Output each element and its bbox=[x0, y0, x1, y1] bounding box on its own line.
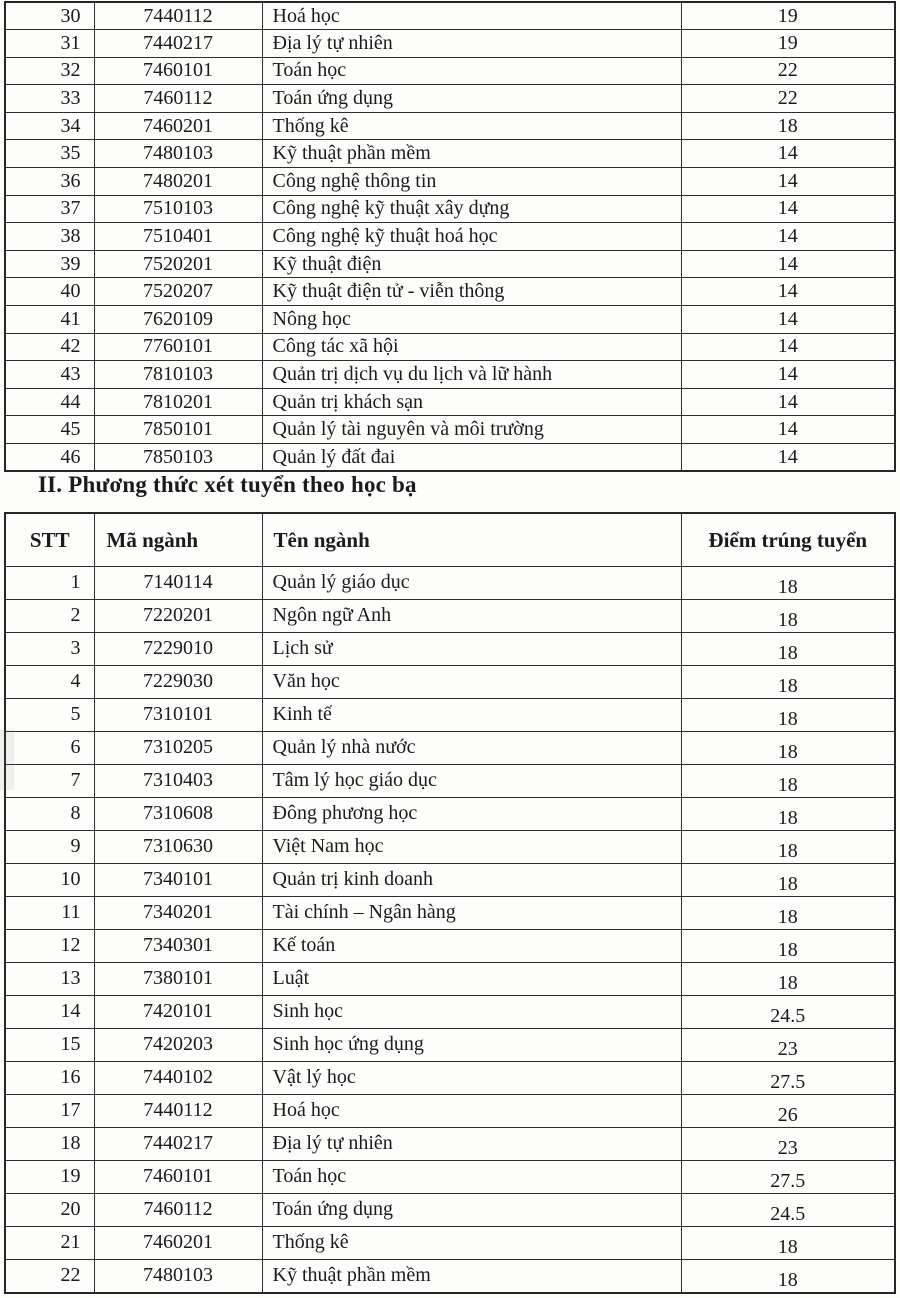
score-cell: 14 bbox=[681, 388, 895, 416]
score-cell: 14 bbox=[681, 250, 895, 278]
header-stt: STT bbox=[5, 513, 94, 566]
section-heading-hoc-ba: II. Phương thức xét tuyển theo học bạ bbox=[38, 472, 417, 497]
major-code-cell: 7310403 bbox=[94, 764, 262, 797]
table-row bbox=[5, 2, 895, 30]
table-row bbox=[5, 830, 895, 863]
major-name-cell: Toán học bbox=[262, 57, 681, 85]
major-code-cell: 7340301 bbox=[94, 929, 262, 962]
major-code-cell: 7420203 bbox=[94, 1028, 262, 1061]
major-name-cell: Toán ứng dụng bbox=[262, 85, 681, 113]
stt-cell: 34 bbox=[5, 112, 94, 140]
major-code-cell: 7850103 bbox=[94, 444, 262, 472]
major-code-cell: 7140114 bbox=[94, 566, 262, 599]
major-name-cell: Kỹ thuật phần mềm bbox=[262, 140, 681, 168]
score-cell: 14 bbox=[681, 306, 895, 334]
table-row bbox=[5, 962, 895, 995]
major-name-cell: Sinh học ứng dụng bbox=[262, 1028, 681, 1061]
score-cell: 18 bbox=[681, 863, 895, 896]
score-cell: 18 bbox=[681, 665, 895, 698]
table-row bbox=[5, 1094, 895, 1127]
stt-cell: 31 bbox=[5, 30, 94, 58]
header-ma-nganh: Mã ngành bbox=[94, 513, 262, 566]
major-name-cell: Hoá học bbox=[262, 2, 681, 30]
major-name-cell: Thống kê bbox=[262, 112, 681, 140]
major-code-cell: 7340201 bbox=[94, 896, 262, 929]
score-cell: 19 bbox=[681, 2, 895, 30]
table-row bbox=[5, 1259, 895, 1293]
score-cell: 18 bbox=[681, 698, 895, 731]
score-cell: 26 bbox=[681, 1094, 895, 1127]
hoc-ba-table-head bbox=[5, 513, 895, 566]
stt-cell: 14 bbox=[5, 995, 94, 1028]
major-name-cell: Quản lý đất đai bbox=[262, 444, 681, 472]
table-row bbox=[5, 632, 895, 665]
major-name-cell: Kỹ thuật điện bbox=[262, 250, 681, 278]
major-code-cell: 7520201 bbox=[94, 250, 262, 278]
table-row bbox=[5, 929, 895, 962]
stt-cell: 5 bbox=[5, 698, 94, 731]
major-code-cell: 7460112 bbox=[94, 1193, 262, 1226]
table-row bbox=[5, 85, 895, 113]
table-row bbox=[5, 896, 895, 929]
table-row bbox=[5, 444, 895, 472]
major-code-cell: 7440217 bbox=[94, 30, 262, 58]
major-code-cell: 7460112 bbox=[94, 85, 262, 113]
major-code-cell: 7460201 bbox=[94, 1226, 262, 1259]
major-code-cell: 7520207 bbox=[94, 278, 262, 306]
major-name-cell: Quản lý giáo dục bbox=[262, 566, 681, 599]
score-cell: 27.5 bbox=[681, 1061, 895, 1094]
major-name-cell: Công tác xã hội bbox=[262, 333, 681, 361]
score-cell: 18 bbox=[681, 764, 895, 797]
major-name-cell: Thống kê bbox=[262, 1226, 681, 1259]
stt-cell: 45 bbox=[5, 416, 94, 444]
stt-cell: 10 bbox=[5, 863, 94, 896]
major-code-cell: 7440112 bbox=[94, 1094, 262, 1127]
exam-table-body bbox=[5, 2, 895, 471]
major-name-cell: Tâm lý học giáo dục bbox=[262, 764, 681, 797]
table-row bbox=[5, 863, 895, 896]
table-row bbox=[5, 995, 895, 1028]
stt-cell: 39 bbox=[5, 250, 94, 278]
major-code-cell: 7850101 bbox=[94, 416, 262, 444]
major-name-cell: Quản trị kinh doanh bbox=[262, 863, 681, 896]
stt-cell: 18 bbox=[5, 1127, 94, 1160]
major-code-cell: 7220201 bbox=[94, 599, 262, 632]
score-cell: 18 bbox=[681, 797, 895, 830]
stt-cell: 3 bbox=[5, 632, 94, 665]
major-code-cell: 7310630 bbox=[94, 830, 262, 863]
score-cell: 18 bbox=[681, 962, 895, 995]
major-name-cell: Kỹ thuật điện tử - viễn thông bbox=[262, 278, 681, 306]
table-row bbox=[5, 333, 895, 361]
major-code-cell: 7460101 bbox=[94, 57, 262, 85]
table-row bbox=[5, 599, 895, 632]
major-name-cell: Sinh học bbox=[262, 995, 681, 1028]
table-row bbox=[5, 1226, 895, 1259]
major-code-cell: 7340101 bbox=[94, 863, 262, 896]
major-code-cell: 7460101 bbox=[94, 1160, 262, 1193]
table-row bbox=[5, 57, 895, 85]
score-cell: 23 bbox=[681, 1028, 895, 1061]
major-code-cell: 7620109 bbox=[94, 306, 262, 334]
stt-cell: 7 bbox=[5, 764, 94, 797]
table-row bbox=[5, 665, 895, 698]
major-name-cell: Đông phương học bbox=[262, 797, 681, 830]
major-name-cell: Nông học bbox=[262, 306, 681, 334]
major-code-cell: 7229030 bbox=[94, 665, 262, 698]
stt-cell: 16 bbox=[5, 1061, 94, 1094]
stt-cell: 6 bbox=[5, 731, 94, 764]
stt-cell: 35 bbox=[5, 140, 94, 168]
stt-cell: 37 bbox=[5, 195, 94, 223]
stt-cell: 22 bbox=[5, 1259, 94, 1293]
major-code-cell: 7510401 bbox=[94, 223, 262, 251]
table-row bbox=[5, 1061, 895, 1094]
major-name-cell: Quản trị dịch vụ du lịch và lữ hành bbox=[262, 361, 681, 389]
stt-cell: 12 bbox=[5, 929, 94, 962]
score-cell: 14 bbox=[681, 361, 895, 389]
major-name-cell: Địa lý tự nhiên bbox=[262, 30, 681, 58]
hoc-ba-admission-score-table bbox=[4, 512, 896, 1294]
score-cell: 18 bbox=[681, 1226, 895, 1259]
score-cell: 18 bbox=[681, 1259, 895, 1293]
stt-cell: 9 bbox=[5, 830, 94, 863]
major-name-cell: Quản lý tài nguyên và môi trường bbox=[262, 416, 681, 444]
table-row bbox=[5, 223, 895, 251]
table-row bbox=[5, 1127, 895, 1160]
exam-admission-score-table bbox=[4, 1, 896, 472]
major-code-cell: 7420101 bbox=[94, 995, 262, 1028]
table-row bbox=[5, 566, 895, 599]
header-ten-nganh: Tên ngành bbox=[262, 513, 681, 566]
hoc-ba-table-body bbox=[5, 566, 895, 1293]
stt-cell: 44 bbox=[5, 388, 94, 416]
score-cell: 18 bbox=[681, 599, 895, 632]
table-row bbox=[5, 250, 895, 278]
table-row bbox=[5, 698, 895, 731]
table-row bbox=[5, 731, 895, 764]
stt-cell: 41 bbox=[5, 306, 94, 334]
major-name-cell: Toán ứng dụng bbox=[262, 1193, 681, 1226]
stt-cell: 21 bbox=[5, 1226, 94, 1259]
score-cell: 27.5 bbox=[681, 1160, 895, 1193]
stt-cell: 30 bbox=[5, 2, 94, 30]
stt-cell: 40 bbox=[5, 278, 94, 306]
major-code-cell: 7480201 bbox=[94, 168, 262, 196]
major-name-cell: Việt Nam học bbox=[262, 830, 681, 863]
score-cell: 18 bbox=[681, 566, 895, 599]
major-code-cell: 7310101 bbox=[94, 698, 262, 731]
score-cell: 18 bbox=[681, 929, 895, 962]
score-cell: 14 bbox=[681, 333, 895, 361]
major-name-cell: Kinh tế bbox=[262, 698, 681, 731]
major-code-cell: 7310608 bbox=[94, 797, 262, 830]
major-name-cell: Hoá học bbox=[262, 1094, 681, 1127]
table-row bbox=[5, 1193, 895, 1226]
major-name-cell: Văn học bbox=[262, 665, 681, 698]
stt-cell: 33 bbox=[5, 85, 94, 113]
stt-cell: 32 bbox=[5, 57, 94, 85]
score-cell: 18 bbox=[681, 112, 895, 140]
major-code-cell: 7510103 bbox=[94, 195, 262, 223]
major-name-cell: Kế toán bbox=[262, 929, 681, 962]
major-name-cell: Quản lý nhà nước bbox=[262, 731, 681, 764]
stt-cell: 17 bbox=[5, 1094, 94, 1127]
table-row bbox=[5, 388, 895, 416]
major-code-cell: 7760101 bbox=[94, 333, 262, 361]
stt-cell: 1 bbox=[5, 566, 94, 599]
major-code-cell: 7480103 bbox=[94, 140, 262, 168]
stt-cell: 20 bbox=[5, 1193, 94, 1226]
table-row bbox=[5, 278, 895, 306]
table-row bbox=[5, 306, 895, 334]
table-row bbox=[5, 1160, 895, 1193]
score-cell: 18 bbox=[681, 632, 895, 665]
stt-cell: 13 bbox=[5, 962, 94, 995]
score-cell: 18 bbox=[681, 830, 895, 863]
table-row bbox=[5, 416, 895, 444]
stt-cell: 11 bbox=[5, 896, 94, 929]
score-cell: 19 bbox=[681, 30, 895, 58]
score-cell: 18 bbox=[681, 896, 895, 929]
score-cell: 14 bbox=[681, 444, 895, 472]
score-cell: 22 bbox=[681, 85, 895, 113]
major-name-cell: Ngôn ngữ Anh bbox=[262, 599, 681, 632]
major-name-cell: Quản trị khách sạn bbox=[262, 388, 681, 416]
major-code-cell: 7310205 bbox=[94, 731, 262, 764]
major-code-cell: 7440102 bbox=[94, 1061, 262, 1094]
major-name-cell: Vật lý học bbox=[262, 1061, 681, 1094]
stt-cell: 43 bbox=[5, 361, 94, 389]
major-code-cell: 7440112 bbox=[94, 2, 262, 30]
major-name-cell: Lịch sử bbox=[262, 632, 681, 665]
major-code-cell: 7810103 bbox=[94, 361, 262, 389]
score-cell: 14 bbox=[681, 223, 895, 251]
major-name-cell: Kỹ thuật phần mềm bbox=[262, 1259, 681, 1293]
score-cell: 14 bbox=[681, 278, 895, 306]
major-name-cell: Công nghệ kỹ thuật xây dựng bbox=[262, 195, 681, 223]
table-row bbox=[5, 195, 895, 223]
major-name-cell: Địa lý tự nhiên bbox=[262, 1127, 681, 1160]
header-diem-trung-tuyen: Điểm trúng tuyển bbox=[681, 513, 895, 566]
major-name-cell: Tài chính – Ngân hàng bbox=[262, 896, 681, 929]
table-row bbox=[5, 797, 895, 830]
table-row bbox=[5, 361, 895, 389]
table-row bbox=[5, 764, 895, 797]
major-code-cell: 7810201 bbox=[94, 388, 262, 416]
major-name-cell: Luật bbox=[262, 962, 681, 995]
stt-cell: 15 bbox=[5, 1028, 94, 1061]
stt-cell: 19 bbox=[5, 1160, 94, 1193]
table-row bbox=[5, 112, 895, 140]
major-code-cell: 7440217 bbox=[94, 1127, 262, 1160]
stt-cell: 8 bbox=[5, 797, 94, 830]
major-name-cell: Toán học bbox=[262, 1160, 681, 1193]
stt-cell: 38 bbox=[5, 223, 94, 251]
score-cell: 14 bbox=[681, 168, 895, 196]
table-row bbox=[5, 1028, 895, 1061]
major-name-cell: Công nghệ kỹ thuật hoá học bbox=[262, 223, 681, 251]
score-cell: 24.5 bbox=[681, 995, 895, 1028]
score-cell: 23 bbox=[681, 1127, 895, 1160]
major-code-cell: 7380101 bbox=[94, 962, 262, 995]
score-cell: 14 bbox=[681, 416, 895, 444]
stt-cell: 4 bbox=[5, 665, 94, 698]
score-cell: 14 bbox=[681, 140, 895, 168]
score-cell: 22 bbox=[681, 57, 895, 85]
stt-cell: 42 bbox=[5, 333, 94, 361]
score-cell: 18 bbox=[681, 731, 895, 764]
major-code-cell: 7480103 bbox=[94, 1259, 262, 1293]
score-cell: 14 bbox=[681, 195, 895, 223]
major-code-cell: 7229010 bbox=[94, 632, 262, 665]
score-cell: 24.5 bbox=[681, 1193, 895, 1226]
stt-cell: 2 bbox=[5, 599, 94, 632]
table-header-row bbox=[5, 513, 895, 566]
major-name-cell: Công nghệ thông tin bbox=[262, 168, 681, 196]
table-row bbox=[5, 30, 895, 58]
stt-cell: 36 bbox=[5, 168, 94, 196]
table-row bbox=[5, 140, 895, 168]
table-row bbox=[5, 168, 895, 196]
stt-cell: 46 bbox=[5, 444, 94, 472]
major-code-cell: 7460201 bbox=[94, 112, 262, 140]
